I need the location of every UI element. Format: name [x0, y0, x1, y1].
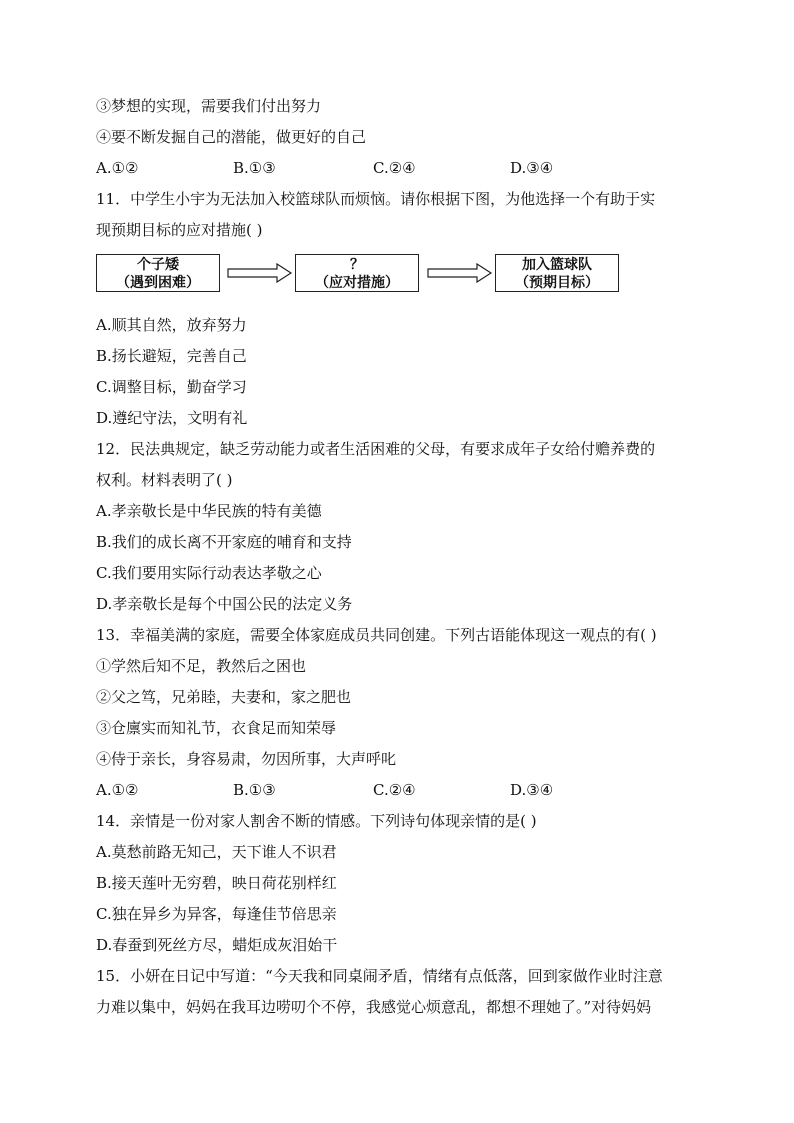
q11-option-b[interactable]: B.扬长避短，完善自己: [96, 347, 247, 365]
flow-box-goal-sub: （预期目标）: [515, 275, 599, 291]
q11-option-c[interactable]: C.调整目标，勤奋学习: [96, 378, 247, 396]
q14-option-b[interactable]: B.接天莲叶无穷碧，映日荷花别样红: [96, 874, 337, 892]
q13-options: [96, 780, 696, 800]
flow-box-goal: [495, 254, 619, 292]
q12-stem-line1: 12．民法典规定，缺乏劳动能力或者生活困难的父母，有要求成年子女给付赡养费的: [96, 440, 656, 458]
flow-box-measure-title: ？: [350, 257, 364, 273]
q12-option-c[interactable]: C.我们要用实际行动表达孝敬之心: [96, 564, 322, 582]
q13-option-c[interactable]: C.②④: [373, 781, 416, 799]
q14-option-d[interactable]: D.春蚕到死丝方尽，蜡炬成灰泪始干: [96, 936, 338, 954]
q14-option-a[interactable]: A.莫愁前路无知己，天下谁人不识君: [96, 843, 337, 861]
q13-item-4: ④侍于亲长，身容易肃，勿因所事，大声呼叱: [96, 750, 397, 768]
q11-option-a[interactable]: A.顺其自然，放弃努力: [96, 316, 247, 334]
q15-stem-line1: 15．小妍在日记中写道：“今天我和同桌闹矛盾，情绪有点低落，回到家做作业时注意: [96, 967, 663, 985]
flow-arrow-right-icon: [227, 263, 293, 283]
q11-flow-diagram: [96, 254, 622, 296]
q10-options: [96, 158, 696, 178]
q15-stem-line2: 力难以集中，妈妈在我耳边唠叨个不停，我感觉心烦意乱，都想不理她了。”对待妈妈: [96, 998, 652, 1016]
q10-option-a[interactable]: A.①②: [96, 159, 139, 177]
flow-box-measure-sub: （应对措施）: [315, 275, 399, 291]
q11-stem-line1: 11．中学生小宇为无法加入校篮球队而烦恼。请你根据下图，为他选择一个有助于实: [96, 190, 656, 208]
q10-item-3: ③梦想的实现，需要我们付出努力: [96, 97, 322, 115]
flow-arrow-right-icon: [427, 263, 493, 283]
q12-stem-line2: 权利。材料表明了( ): [96, 471, 233, 489]
q11-option-d[interactable]: D.遵纪守法，文明有礼: [96, 409, 248, 427]
flow-box-goal-title: 加入篮球队: [522, 257, 592, 273]
q13-option-d[interactable]: D.③④: [510, 781, 554, 799]
q12-option-a[interactable]: A.孝亲敬长是中华民族的特有美德: [96, 502, 322, 520]
q13-option-b[interactable]: B.①③: [233, 781, 276, 799]
q13-item-2: ②父之笃，兄弟睦，夫妻和，家之肥也: [96, 688, 352, 706]
q11-stem-line2: 现预期目标的应对措施( ): [96, 221, 263, 239]
q12-option-d[interactable]: D.孝亲敬长是每个中国公民的法定义务: [96, 595, 353, 613]
q12-option-b[interactable]: B.我们的成长离不开家庭的哺育和支持: [96, 533, 352, 551]
q10-option-b[interactable]: B.①③: [233, 159, 276, 177]
q10-item-4: ④要不断发掘自己的潜能，做更好的自己: [96, 128, 367, 146]
q13-option-a[interactable]: A.①②: [96, 781, 139, 799]
flow-box-difficulty-title: 个子矮: [137, 257, 179, 273]
flow-box-measure: [295, 254, 419, 292]
q10-option-c[interactable]: C.②④: [373, 159, 416, 177]
q14-stem: 14．亲情是一份对家人割舍不断的情感。下列诗句体现亲情的是( ): [96, 812, 537, 830]
flow-box-difficulty: [96, 254, 220, 292]
flow-box-difficulty-sub: （遇到困难）: [116, 275, 200, 291]
q13-stem: 13．幸福美满的家庭，需要全体家庭成员共同创建。下列古语能体现这一观点的有( ): [96, 626, 657, 644]
q13-item-1: ①学然后知不足，教然后之困也: [96, 657, 307, 675]
q13-item-3: ③仓廪实而知礼节，衣食足而知荣辱: [96, 719, 337, 737]
q10-option-d[interactable]: D.③④: [510, 159, 554, 177]
q14-option-c[interactable]: C.独在异乡为异客，每逢佳节倍思亲: [96, 905, 337, 923]
